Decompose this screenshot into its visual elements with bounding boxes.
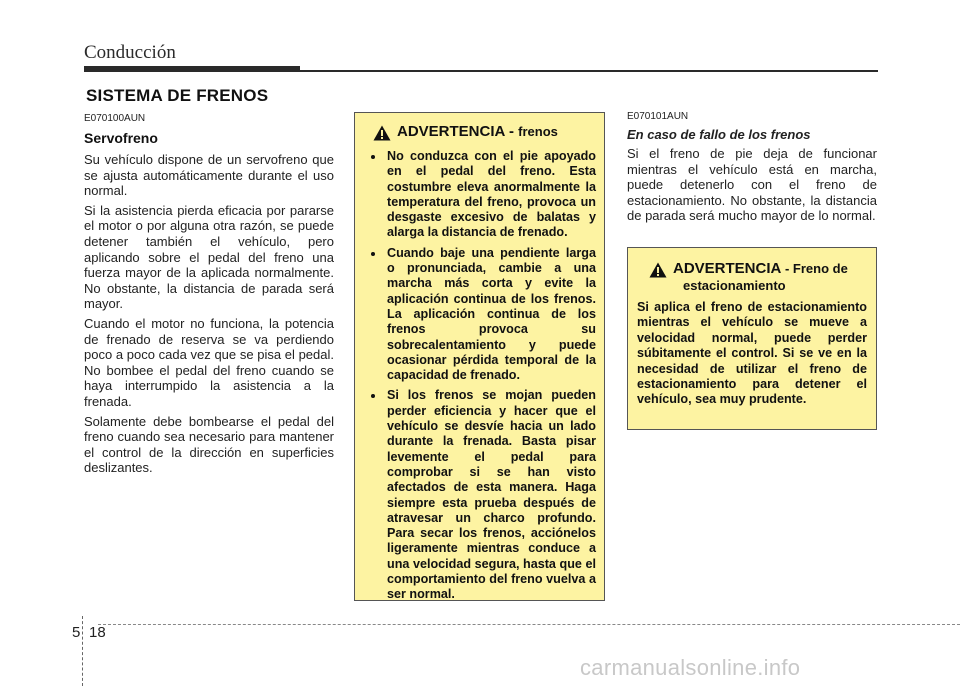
list-item: Si los frenos se mojan pueden perder eficiencia y hacer que el vehículo se desvíe hacia un lado durante la frenada. Basta pisar levemente el pedal para comprobar si se han visto afectados de esta manera. Haga siempre esta prueba después de atravesar un charco profundo. Para secar los frenos, acciónelos ligeramente mientras conduce a una velocidad segura, hasta que el comportamiento del freno vuelva a ser normal. bbox=[363, 388, 596, 602]
servofreno-body bbox=[84, 152, 334, 476]
paragraph: Si la asistencia pierda eficacia por pararse el motor o por alguna otra razón, se puede detener también el vehículo, pero aplicando sobre el pedal del freno una fuerza mayor de la aplicada normalmente. No obstante, la distancia de parada será mayor. bbox=[84, 202, 334, 312]
brake-failure-heading: En caso de fallo de los frenos bbox=[627, 127, 811, 142]
section-code: E070100AUN bbox=[84, 113, 146, 124]
warning-title: ADVERTENCIA - frenos bbox=[397, 123, 558, 140]
chapter-title: Conducción bbox=[84, 42, 176, 63]
watermark: carmanualsonline.info bbox=[580, 655, 801, 680]
header-rule-thick bbox=[84, 66, 300, 72]
warning-triangle-icon bbox=[373, 125, 391, 141]
warning-box-parking bbox=[627, 247, 877, 430]
section-code: E070101AUN bbox=[627, 111, 689, 122]
warning-text: Si aplica el freno de estacionamiento mientras el vehículo se mueve a velocidad normal, puede perder súbitamente el control. Si se ve en la necesidad de utilizar el freno de estacionamiento para detener el vehículo, sea muy prudente. bbox=[637, 300, 867, 407]
warning-box-brakes bbox=[354, 112, 605, 601]
page-number: 18 bbox=[89, 624, 106, 641]
warning-list bbox=[363, 149, 596, 603]
servofreno-heading: Servofreno bbox=[84, 130, 158, 146]
warning-title: ADVERTENCIA - Freno de estacionamiento bbox=[673, 260, 848, 293]
brake-failure-body: Si el freno de pie deja de funcionar mientras el vehículo está en marcha, puede detenerlo con el freno de estacionamiento. No obstante, la distancia de parada será mucho mayor de lo normal. bbox=[627, 146, 877, 224]
warning-header bbox=[649, 260, 867, 294]
warning-triangle-icon bbox=[649, 262, 667, 278]
header-rule-thin bbox=[300, 70, 878, 72]
left-column bbox=[84, 113, 334, 480]
list-item: No conduzca con el pie apoyado en el pedal del freno. Esta costumbre eleva anormalmente la temperatura del freno, provoca un desgaste excesivo de balatas y alarga la distancia de frenado. bbox=[363, 149, 596, 241]
paragraph: Su vehículo dispone de un servofreno que se ajusta automáticamente durante el uso normal. bbox=[84, 152, 334, 199]
section-title: SISTEMA DE FRENOS bbox=[86, 86, 269, 105]
paragraph: Solamente debe bombearse el pedal del freno cuando sea necesario para mantener el control de la dirección en superficies deslizantes. bbox=[84, 413, 334, 476]
list-item: Cuando baje una pendiente larga o pronunciada, cambie a una marcha más corta y evite la aplicación continua de los frenos. La aplicación continua de los frenos provoca su sobrecalentamiento y puede ocasionar pérdida temporal de la capacidad de frenado. bbox=[363, 246, 596, 384]
footer-horizontal-divider bbox=[98, 624, 960, 625]
warning-header bbox=[373, 123, 596, 141]
footer-vertical-divider bbox=[82, 616, 83, 686]
right-column bbox=[627, 111, 877, 224]
page-chapter-number: 5 bbox=[72, 624, 81, 641]
paragraph: Cuando el motor no funciona, la potencia de frenado de reserva se va perdiendo poco a poco cada vez que se pisa el pedal. No bombee el pedal del freno cuando se haya interrumpido la asistencia a la frenada. bbox=[84, 315, 334, 409]
